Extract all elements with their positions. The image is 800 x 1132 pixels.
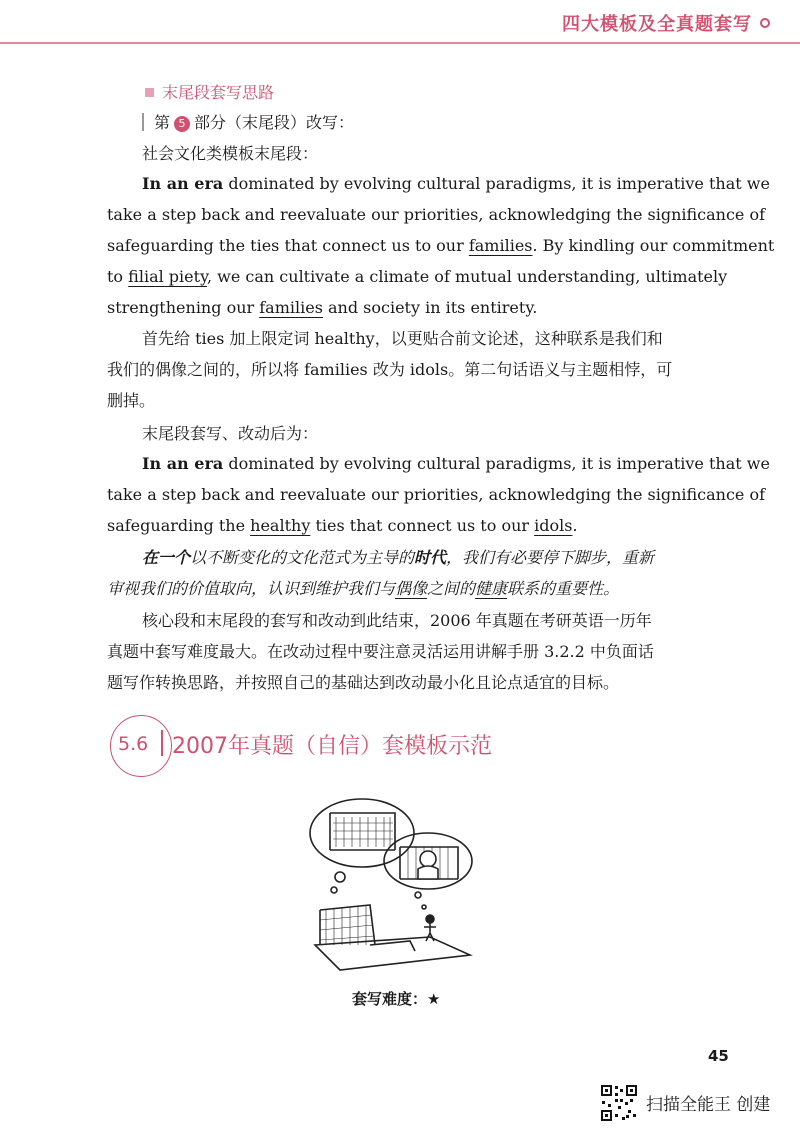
p2-line-2: take a step back and reevaluate our priorities, acknowledging the significance of (107, 485, 766, 504)
p1-line-5: strengthening our families and society in its entirety. (107, 298, 538, 317)
square-bullet-icon (145, 88, 154, 97)
model-label: 社会文化类模板末尾段： (142, 144, 319, 163)
p1-line-1: In an era dominated by evolving cultural paradigms, it is imperative that we (142, 174, 770, 193)
chapter-divider (161, 730, 163, 756)
translation-line-1: 在一个以不断变化的文化范式为主导的时代，我们有必要停下脚步，重新 (142, 548, 655, 567)
running-header: 四大模板及全真题套写 (562, 14, 752, 35)
p2-line-1: In an era dominated by evolving cultural paradigms, it is imperative that we (142, 454, 770, 473)
p2-line-3: safeguarding the healthy ties that connect us to our idols. (107, 516, 578, 535)
note-line-1: 首先给 ties 加上限定词 healthy，以更贴合前文论述，这种联系是我们和 (142, 329, 663, 348)
part-number-badge: 5 (174, 116, 190, 132)
after-label: 末尾段套写、改动后为： (142, 424, 319, 443)
summary-line-1: 核心段和末尾段的套写和改动到此结束，2006 年真题在考研英语一历年 (142, 611, 652, 630)
chapter-number: 5.6 (118, 733, 149, 755)
goalkeeper-cartoon (300, 795, 480, 975)
note-line-3: 删掉。 (107, 391, 156, 410)
thought-bubble-large (310, 799, 414, 867)
bar-marker (142, 113, 144, 131)
sub-heading: 第 5 部分（末尾段）改写： (142, 110, 354, 133)
scanner-watermark: 扫描全能王 创建 (646, 1095, 771, 1115)
header-ornament-icon (760, 18, 770, 28)
p1-line-2: take a step back and reevaluate our priorities, acknowledging the significance of (107, 205, 766, 224)
chapter-title: 2007年真题（自信）套模板示范 (172, 734, 492, 759)
p1-line-3: safeguarding the ties that connect us to our families. By kindling our commitment (107, 236, 775, 255)
header-rule (0, 42, 800, 44)
summary-line-2: 真题中套写难度最大。在改动过程中要注意灵活运用讲解手册 3.2.2 中负面话 (107, 642, 654, 661)
section-heading: 末尾段套写思路 (145, 80, 274, 103)
summary-line-3: 题写作转换思路，并按照自己的基础达到改动最小化且论点适宜的目标。 (107, 673, 620, 692)
translation-line-2: 审视我们的价值取向，认识到维护我们与偶像之间的健康联系的重要性。 (107, 579, 620, 598)
page-number: 45 (708, 1047, 729, 1065)
p1-line-4: to filial piety, we can cultivate a climate of mutual understanding, ultimately (107, 267, 728, 286)
qr-code-icon (600, 1084, 638, 1122)
difficulty-rating: 套写难度：★ (352, 990, 441, 1008)
note-line-2: 我们的偶像之间的，所以将 families 改为 idols。第二句话语义与主题相悖，可 (107, 360, 673, 379)
